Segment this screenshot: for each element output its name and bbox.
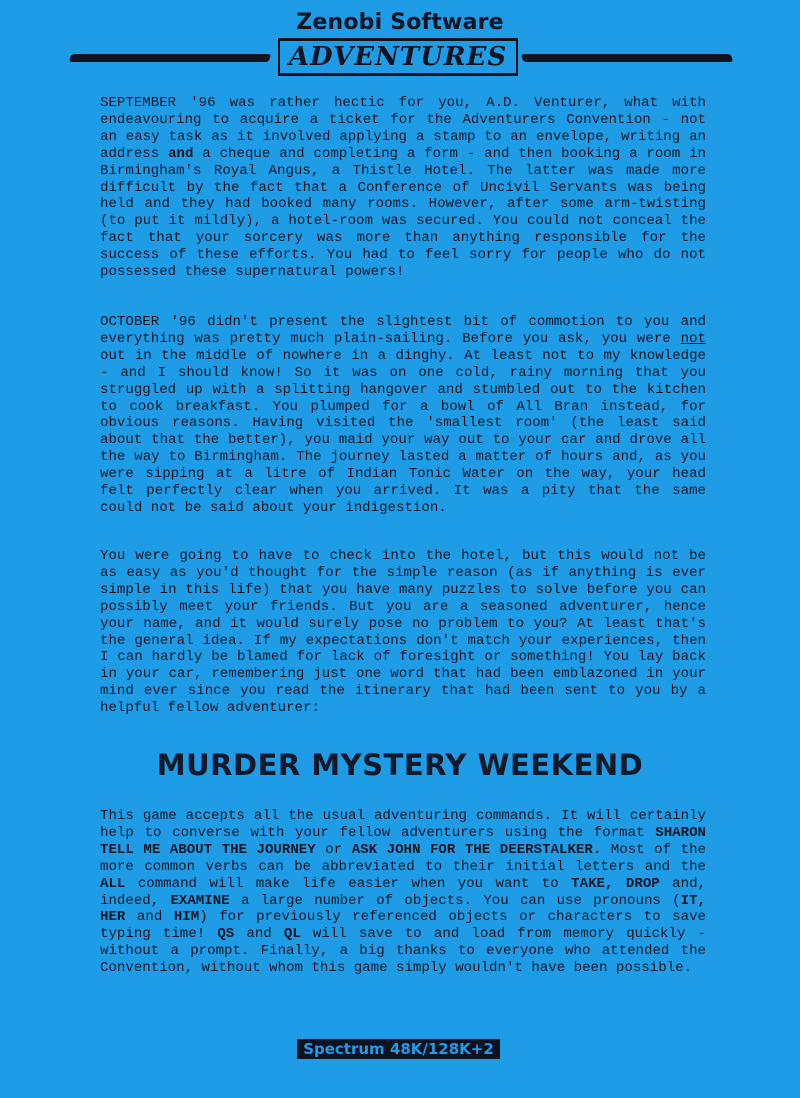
text-run: will save to and load from memory quickly - without a prompt. Finally, a big thanks to everyone who attended the Convention, without whom this game simply wouldn't have been possible. — [100, 926, 707, 977]
text-run: This game accepts all the usual adventuring commands. It will certainly help to converse with your fellow adventurers using the format — [100, 808, 706, 841]
banner-rule-left — [69, 54, 272, 62]
paragraph-october — [100, 314, 706, 517]
text-run: a cheque and completing a form - and then booking a room in Birmingham's Royal Angus, a Thistle Hotel. The latter was made more difficult by the fact that a Conference of Uncivil Servants was being held and they had booked many rooms. However, after some arm-twisting (to put it mildly), a hotel-room was secured. You could not conceal the fact that your sorcery was more than anything responsible for the success of these efforts. You had to feel sorry for people who do not possessed these supernatural powers! — [100, 145, 706, 281]
text-run: SEPTEMBER '96 was rather hectic for you, A.D. Venturer, what with endeavouring to acquire a ticket for the Adventurers Convention - not an easy task as it involved applying a stamp to an envelope, writing an address — [100, 95, 706, 162]
text-run: command will make life easier when you want to — [125, 875, 572, 892]
text-run: and — [125, 909, 174, 926]
text-run: out in the middle of nowhere in a dinghy. At least not to my knowledge - and I should know! So it was on one cold, rainy morning that you struggled up with a splitting hangover and stumbled out to the kitchen to cook breakfast. You plumped for a bowl of All Bran instead, for obvious reasons. Having visited the 'smallest room' (the least said about that the better), you maid your way out to your car and drove all the way to Birmingham. The journey lasted a matter of hours and, as you were sipping at a litre of Indian Tonic Water on the way, your head felt perfectly clear when you arrived. It was a pity that the same could not be said about your indigestion. — [100, 347, 706, 516]
text-run: ) for previously referenced objects or characters to save typing time! — [100, 909, 706, 943]
game-title: MURDER MYSTERY WEEKEND — [156, 748, 644, 782]
banner-title: ADVENTURES — [278, 38, 518, 76]
text-run: and — [234, 926, 284, 943]
underlined-text: not — [680, 330, 706, 347]
publisher-name: Zenobi Software — [296, 10, 504, 35]
text-run: You were going to have to check into the hotel, but this would not be as easy as you'd thought for the simple reason (as if anything is ever simple in this life) that you have many puzzles to solve before you can possibly meet your friends. But you are a seasoned adventurer, hence your name, and it would surely pose no problem to you? At least that's the general idea. If my expectations don't match your experiences, then I can hardly be blamed for lack of foresight or something! You lay back in your car, remembering just one word that had been emblazoned in your mind ever since you read the itinerary that had been sent to you by a helpful fellow adventurer: — [100, 548, 706, 717]
bold-command-text: TAKE, DROP — [571, 875, 660, 892]
text-run: OCTOBER '96 didn't present the slightest bit of commotion to you and everything was pretty much plain-sailing. Before you ask, you were — [100, 314, 706, 347]
bold-command-text: QL — [283, 926, 301, 943]
text-run: and, indeed, — [100, 875, 707, 909]
adventures-banner — [0, 34, 800, 82]
bold-command-text: and — [168, 145, 194, 162]
bold-command-text: HIM — [173, 909, 200, 926]
platform-badge: Spectrum 48K/128K+2 — [297, 1039, 500, 1059]
text-run: Most of the more common verbs can be abbreviated to their initial letters and the — [100, 841, 706, 875]
text-run: a large number of objects. You can use pronouns ( — [229, 892, 681, 909]
banner-rule-right — [521, 54, 734, 62]
text-run: or — [315, 841, 352, 858]
bold-command-text: QS — [217, 926, 235, 943]
bold-command-text: ALL — [100, 875, 126, 892]
paragraph-hotel — [100, 548, 706, 717]
bold-command-text: IT, HER — [100, 892, 706, 926]
bold-command-text: ASK JOHN FOR THE DEERSTALKER. — [351, 841, 602, 858]
paragraph-september — [100, 95, 706, 281]
bold-command-text: EXAMINE — [170, 892, 230, 909]
paragraph-instructions — [100, 808, 706, 977]
bold-command-text: SHARON TELL ME ABOUT THE JOURNEY — [100, 824, 706, 858]
